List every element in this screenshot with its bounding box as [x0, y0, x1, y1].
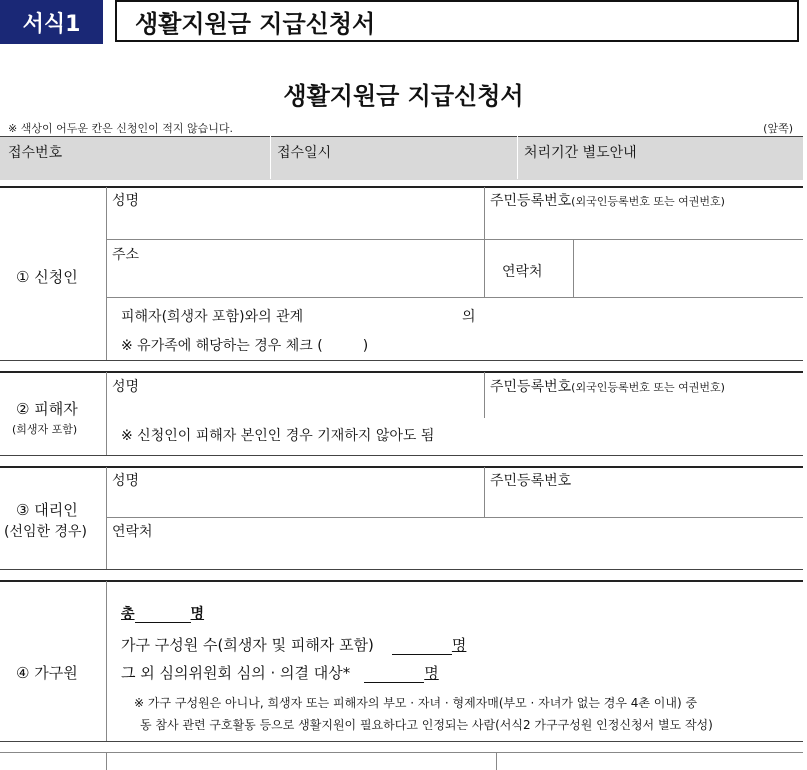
section-border	[0, 455, 803, 456]
row-divider	[106, 517, 803, 518]
section-border	[0, 580, 803, 582]
applicant-name-label: 성명	[112, 193, 140, 209]
household-total-label: 총	[121, 606, 135, 622]
victim-note: ※ 신청인이 피해자 본인인 경우 기재하지 않아도 됨	[121, 428, 435, 444]
agent-section-label: ③ 대리인	[16, 501, 78, 519]
agent-id-label: 주민등록번호	[490, 473, 572, 489]
family-check-note	[121, 335, 368, 355]
divider	[484, 239, 485, 297]
reception-row	[0, 136, 803, 180]
household-section-label: ④ 가구원	[16, 664, 78, 682]
victim-id-main: 주민등록번호	[490, 379, 572, 395]
section-border	[0, 741, 803, 742]
victim-name-label: 성명	[112, 379, 140, 395]
agent-contact-label: 연락처	[112, 524, 153, 540]
household-members-row	[121, 634, 466, 655]
document-title: 생활지원금 지급신청서	[283, 82, 524, 110]
divider	[496, 753, 497, 770]
victim-section-label: ② 피해자	[16, 400, 78, 418]
divider	[484, 187, 485, 239]
page-side-label: (앞쪽)	[763, 122, 793, 135]
section-border	[0, 360, 803, 361]
family-check-close: )	[362, 338, 369, 354]
applicant-id-main: 주민등록번호	[490, 193, 572, 209]
relation-label: 피해자(희생자 포함)와의 관계	[121, 309, 304, 325]
form-number-tag: 서식1	[0, 0, 103, 44]
reception-number-label: 접수번호	[8, 145, 63, 161]
victim-section-sub: (희생자 포함)	[12, 423, 78, 436]
shaded-cell-notice: ※ 색상이 어두운 칸은 신청인이 적지 않습니다.	[8, 122, 233, 135]
divider	[517, 136, 518, 179]
applicant-section-label: ① 신청인	[16, 268, 78, 286]
applicant-contact-label: 연락처	[502, 264, 543, 280]
section-border	[0, 569, 803, 570]
applicant-id-sub: (외국인등록번호 또는 여권번호)	[571, 195, 725, 208]
household-note-line2: 동 참사 관련 구호활동 등으로 생활지원이 필요하다고 인정되는 사람(서식2 가구구성원 인정신청서 별도 작성)	[140, 718, 713, 732]
household-others-row	[121, 662, 439, 683]
row-divider	[106, 239, 803, 240]
household-total-blank[interactable]	[135, 622, 191, 623]
divider	[270, 136, 271, 179]
household-note-line1: ※ 가구 구성원은 아니나, 희생자 또는 피해자의 부모 · 자녀 · 형제자매(부모 · 자녀가 없는 경우 4촌 이내) 중	[134, 696, 698, 710]
household-others-label: 그 외 심의위원회 심의 · 의결 대상*	[121, 664, 351, 682]
family-check-box[interactable]	[394, 335, 434, 351]
divider	[106, 372, 107, 455]
section-border	[0, 186, 803, 188]
relation-suffix: 의	[462, 309, 476, 325]
section-border	[0, 371, 803, 373]
divider	[573, 239, 574, 297]
agent-name-label: 성명	[112, 473, 140, 489]
header-title: 생활지원금 지급신청서	[115, 0, 799, 42]
applicant-address-label: 주소	[112, 247, 140, 263]
family-check-text: ※ 유가족에 해당하는 경우 체크 (	[121, 338, 323, 354]
divider	[106, 467, 107, 569]
victim-id-sub: (외국인등록번호 또는 여권번호)	[571, 381, 725, 394]
reception-date-label: 접수일시	[277, 145, 332, 161]
divider	[106, 187, 107, 360]
household-total	[121, 603, 204, 623]
household-members-blank[interactable]	[392, 654, 452, 655]
section-border	[0, 752, 803, 753]
processing-period-label: 처리기간 별도안내	[524, 145, 637, 161]
divider	[484, 467, 485, 517]
household-others-unit: 명	[424, 664, 439, 682]
applicant-id-label	[490, 190, 725, 210]
victim-id-label	[490, 376, 725, 396]
divider	[106, 581, 107, 741]
row-divider	[106, 297, 803, 298]
household-members-label: 가구 구성원 수(희생자 및 피해자 포함)	[121, 636, 374, 654]
household-members-unit: 명	[451, 636, 467, 654]
divider	[484, 372, 485, 418]
section-border	[0, 466, 803, 468]
household-others-blank[interactable]	[364, 682, 424, 683]
household-total-unit: 명	[190, 606, 205, 622]
agent-section-sub: (선임한 경우)	[4, 524, 87, 540]
divider	[106, 753, 107, 770]
